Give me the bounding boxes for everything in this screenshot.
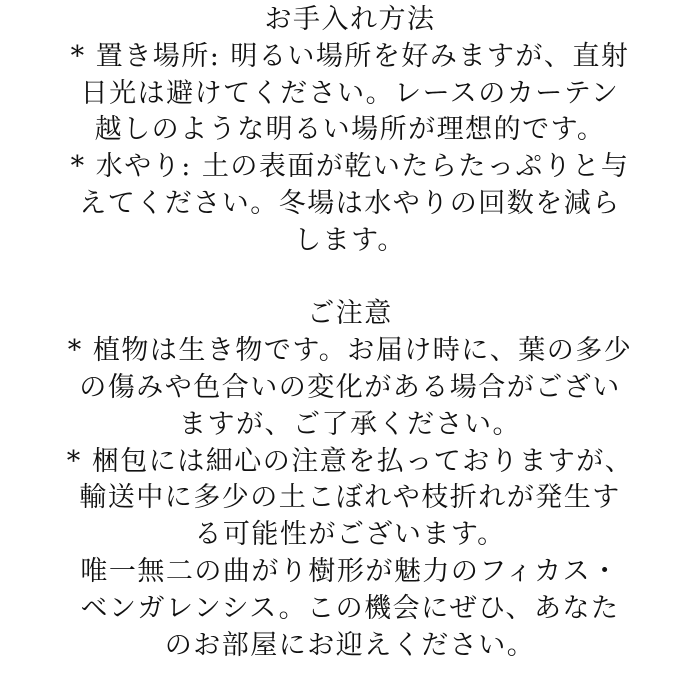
care-line: * 置き場所: 明るい場所を好みますが、直射	[70, 40, 630, 72]
care-line: 日光は避けてください。レースのカーテン	[80, 77, 620, 109]
notice-line: ますが、ご了承ください。	[179, 408, 521, 440]
care-line: * 水やり: 土の表面が乾いたらたっぷりと与	[70, 151, 630, 183]
notice-line: 輸送中に多少の土こぼれや枝折れが発生す	[79, 482, 621, 514]
care-section	[0, 2, 700, 260]
notice-line: る可能性がございます。	[194, 519, 506, 551]
notice-title: ご注意	[307, 298, 393, 330]
care-title: お手入れ方法	[264, 4, 436, 35]
section-spacer	[0, 260, 700, 297]
product-notes	[0, 2, 700, 664]
care-line: します。	[294, 224, 406, 256]
care-line: 越しのような明るい場所が理想的です。	[94, 114, 606, 146]
care-line: えてください。冬場は水やりの回数を減ら	[79, 187, 621, 219]
notice-line: 唯一無二の曲がり樹形が魅力のフィカス・	[80, 555, 620, 587]
notice-line: の傷みや色合いの変化がある場合がござい	[79, 371, 621, 403]
notice-section	[0, 296, 700, 664]
notice-line: * 梱包には細心の注意を払っておりますが、	[66, 445, 634, 477]
notice-line: * 植物は生き物です。お届け時に、葉の多少	[67, 335, 633, 367]
notice-line: ベンガレンシス。この機会にぜひ、あなた	[80, 592, 620, 624]
notice-line: のお部屋にお迎えください。	[164, 629, 536, 661]
